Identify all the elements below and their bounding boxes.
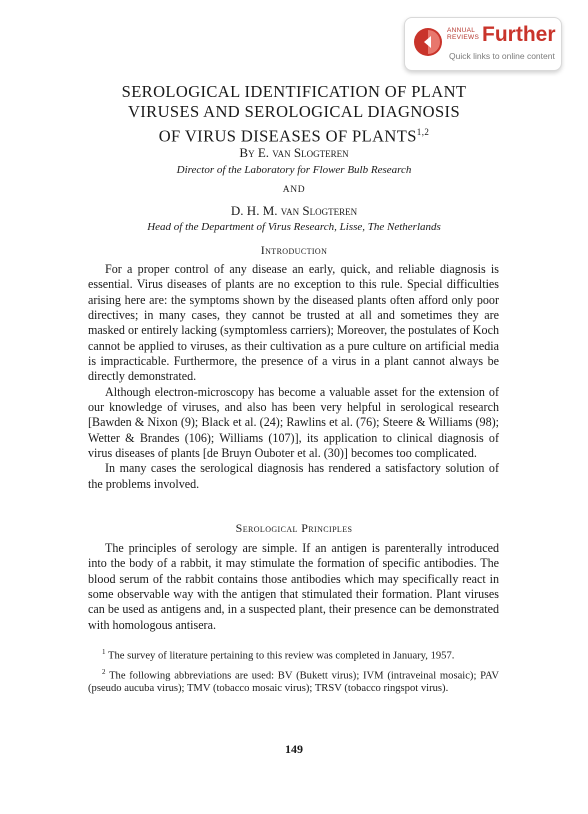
title-line-1: SEROLOGICAL IDENTIFICATION OF PLANT [121, 82, 467, 101]
principles-body [88, 541, 499, 633]
quick-links-label: Quick links to online content [449, 51, 555, 61]
author-2-name: D. H. M. van Slogteren [230, 203, 358, 218]
title-line-2: VIRUSES AND SEROLOGICAL DIAGNOSIS [127, 102, 461, 121]
intro-paragraph-3: In many cases the serological diagnosis has rendered a satisfactory solution of the problems involved. [88, 461, 499, 491]
further-badge-link[interactable] [404, 17, 562, 71]
footnote-1-text: The survey of literature pertaining to this review was completed in January, 1957. [107, 650, 455, 662]
author-1-name: E. van Slogteren [257, 145, 349, 160]
and-separator: AND [282, 185, 306, 195]
footnote-2-text: The following abbreviations are used: BV (Bukett virus); IVM (intraveinal mosaic); PAV (pseudo aucuba virus); TMV (tobacco mosaic virus); TRSV (tobacco ringspot virus). [88, 670, 499, 695]
author-1 [0, 145, 588, 161]
intro-paragraph-2: Although electron-microscopy has become a valuable asset for the extension of our knowledge of viruses, and also has been very helpful in serological research [Bawden & Nixon (9); Black et al. (24); Rawlins et al. (76); Steere & Williams (98); Wetter & Brandes (106); Williams (107)], its application to clinical diagnosis of virus diseases of plants [de Bruyn Ouboter et al. (30)] becomes too complicated. [88, 384, 499, 461]
brand-line-reviews: REVIEWS [447, 34, 480, 41]
brand-line-annual: ANNUAL [447, 27, 476, 34]
further-label: Further [482, 23, 556, 46]
section-heading-introduction: Introduction [260, 243, 328, 257]
footnote-1 [88, 646, 499, 663]
title-line-3-text: OF VIRUS DISEASES OF PLANTS [158, 126, 417, 146]
footnote-1-mark: 1 [102, 648, 106, 656]
page-number: 149 [285, 742, 303, 756]
title-footnote-marks: 1,2 [416, 127, 430, 137]
footnote-2-mark: 2 [102, 667, 106, 676]
principles-paragraph-1: The principles of serology are simple. If an antigen is parenterally introduced into the body of a rabbit, it may stimulate the formation of specific antibodies. The blood serum of the rabbit contains those antibodies which may specifically react in some observable way with the antigen that stimulated their formation. Plant viruses can be used as antigens and, in a suspected plant, their presence can be demonstrated with homologous antisera. [88, 541, 499, 632]
footnotes [88, 646, 499, 699]
footnote-2 [88, 666, 499, 696]
annual-reviews-logo-icon [413, 27, 443, 57]
introduction-body [88, 262, 499, 492]
affiliation-1: Director of the Laboratory for Flower Bulb Research [176, 164, 412, 176]
section-heading-serological-principles: Serological Principles [235, 521, 353, 535]
article-title [0, 82, 588, 147]
intro-paragraph-1: For a proper control of any disease an early, quick, and reliable diagnosis is essential. Virus diseases of plants are no exception to this rule. Special difficulties arising here are: the symptoms shown by the diseased plants often afford only poor directives; in many cases, they cannot be trusted at all and sometimes they are masked or entirely lacking (symptomless carriers); Moreover, the postulates of Koch cannot be applied to viruses, as their cultivation as a pure culture on artificial media is impracticable. Furthermore, the presence of a virus in a plant cannot always be directly demonstrated. [88, 262, 499, 384]
affiliation-2: Head of the Department of Virus Research, Lisse, The Netherlands [147, 221, 441, 233]
annual-reviews-wordmark [447, 27, 479, 41]
by-prefix: By [239, 145, 255, 160]
title-line-3 [0, 122, 588, 147]
